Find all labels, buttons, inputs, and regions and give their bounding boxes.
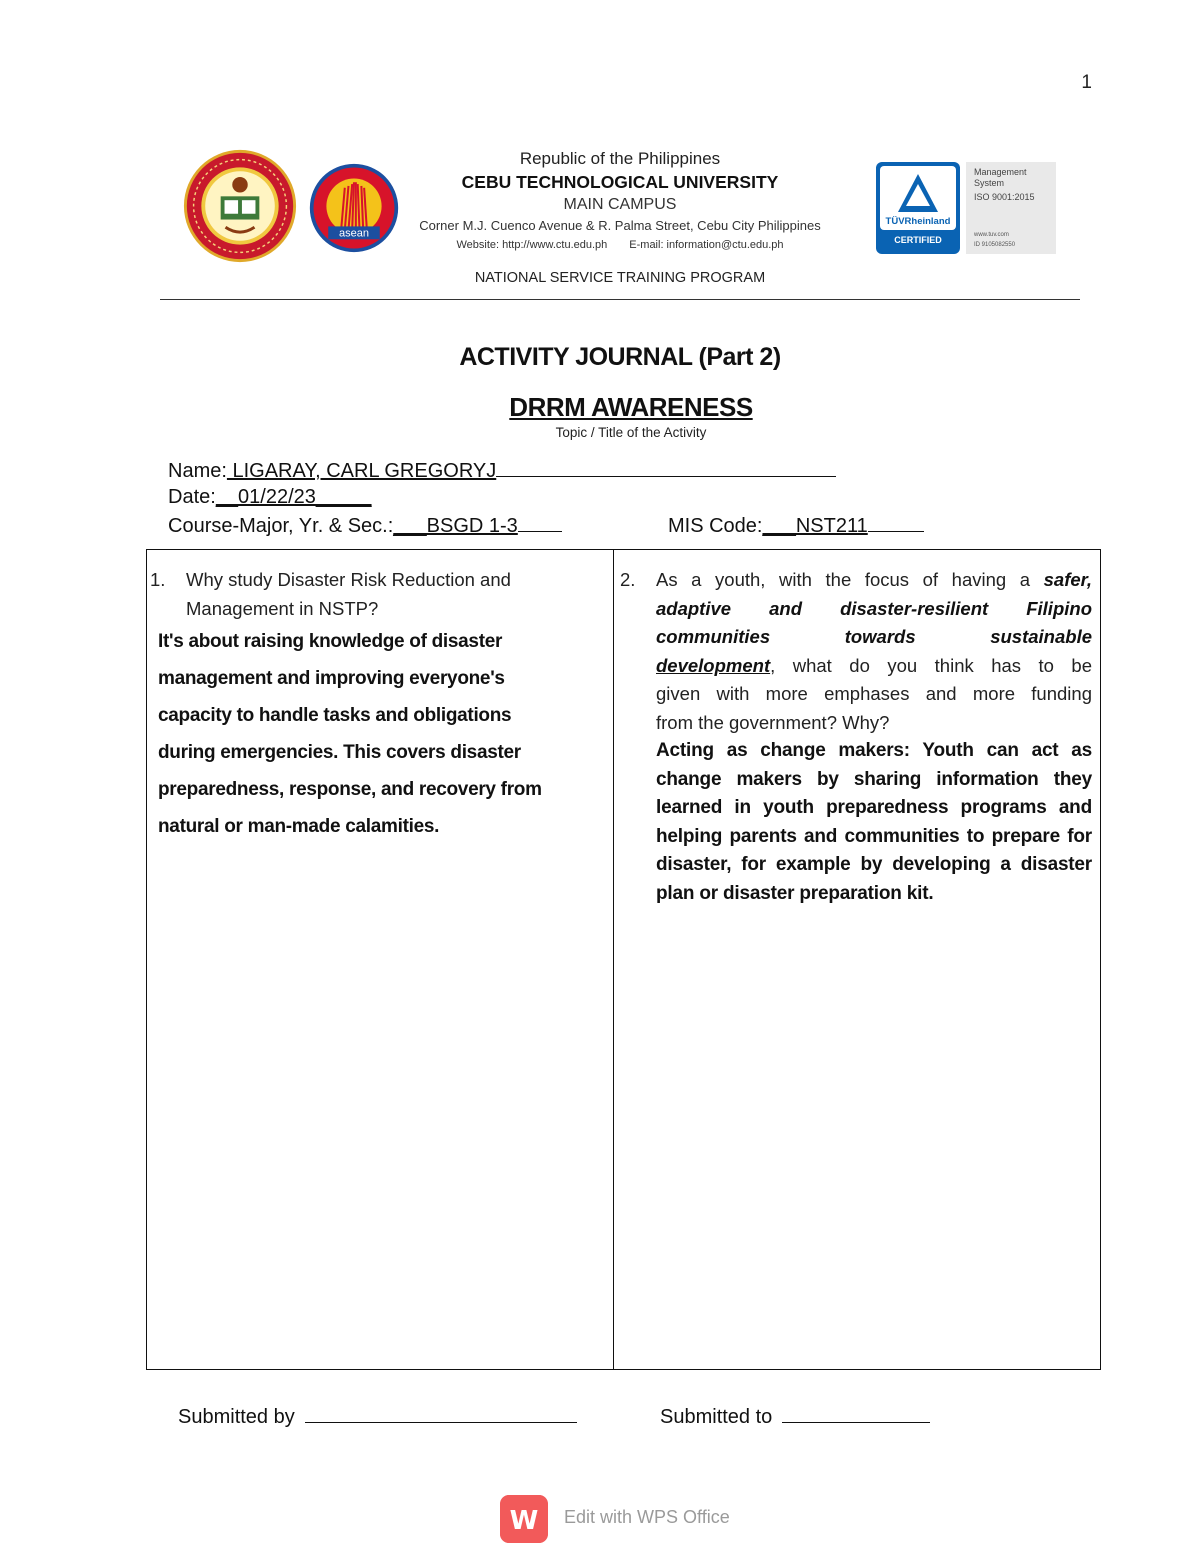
question-1-number: 1. — [150, 569, 166, 590]
mis-code-field — [668, 513, 924, 538]
mis-value: ___NST211 — [762, 515, 868, 537]
wps-edit-label: Edit with WPS Office — [564, 1507, 730, 1527]
campus-name: MAIN CAMPUS — [563, 196, 677, 213]
mis-underline — [868, 513, 924, 532]
question-2-line-4 — [620, 652, 1092, 681]
answer-2: Acting as change makers: Youth can act as change makers by sharing information they learned in youth preparedness programs and helping parents and communities to prepare for disaster, for example by developing a disaster plan or disaster preparation kit. — [656, 740, 1092, 904]
address-line: Corner M.J. Cuenco Avenue & R. Palma Street, Cebu City Philippines — [419, 218, 821, 233]
question-2-line-6: from the government? Why? — [656, 711, 890, 733]
question-2-emphasis-2: adaptive and disaster-resilient Filipino — [656, 597, 1092, 619]
activity-topic: DRRM AWARENESS — [509, 392, 753, 422]
question-2-emphasis-1: safer, — [1043, 569, 1092, 590]
name-value: LIGARAY, CARL GREGORYJ — [226, 460, 497, 482]
document-title: ACTIVITY JOURNAL (Part 2) — [459, 343, 781, 371]
submitted-to-line — [782, 1404, 930, 1423]
question-2-number: 2. — [620, 569, 636, 590]
question-2-emphasis-3: communities towards sustainable — [656, 626, 1092, 647]
answer-1-line: natural or man-made calamities. — [158, 816, 440, 837]
contact-line — [380, 236, 860, 254]
date-field — [168, 486, 372, 509]
wps-logo-icon — [500, 1495, 548, 1543]
answer-1-line: preparedness, response, and recovery from — [158, 779, 542, 800]
name-underline — [496, 458, 836, 477]
question-2-line-2 — [620, 595, 1092, 624]
question-2-cell — [620, 566, 1092, 908]
name-label: Name: — [168, 460, 227, 482]
question-1-text-1: Why study Disaster Risk Reduction and — [186, 569, 511, 590]
answer-1-line: capacity to handle tasks and obligations — [158, 705, 512, 726]
question-2-rest-1: , what do you think has to be — [770, 654, 1092, 676]
tuv-system: System — [974, 178, 1005, 188]
date-label: Date: — [168, 486, 216, 508]
question-1-text-2: Management in NSTP? — [186, 597, 379, 619]
table-column-divider — [613, 549, 614, 1370]
question-2-line-5: given with more emphases and more funding — [656, 683, 1092, 704]
answer-1-line: It's about raising knowledge of disaster — [158, 631, 503, 652]
question-1-cell — [150, 566, 590, 845]
date-value: __01/22/23_____ — [215, 486, 372, 508]
course-label: Course-Major, Yr. & Sec.: — [168, 515, 394, 537]
institution-header — [380, 148, 860, 254]
ctu-seal-logo — [182, 148, 298, 264]
course-value: ___BSGD 1-3 — [393, 515, 518, 537]
tuv-certification-logo — [876, 162, 1056, 254]
submitted-by-field — [178, 1404, 577, 1429]
wps-logo-letter: W — [509, 1506, 539, 1536]
course-underline — [518, 513, 562, 532]
tuv-brand: TÜVRheinland — [885, 216, 951, 227]
question-2-line-1 — [620, 566, 1092, 595]
question-2-emphasis-4: development — [656, 654, 771, 676]
answer-1-line: management and improving everyone's — [158, 668, 505, 689]
tuv-mgmt: Management — [974, 167, 1027, 177]
question-2-intro: As a youth, with the focus of having a — [656, 569, 1031, 590]
submitted-by-line — [305, 1404, 577, 1423]
submitted-by-label: Submitted by — [178, 1406, 295, 1428]
answer-1 — [158, 623, 590, 845]
topic-caption: Topic / Title of the Activity — [555, 425, 707, 440]
program-name: NATIONAL SERVICE TRAINING PROGRAM — [474, 270, 766, 286]
submitted-to-label: Submitted to — [660, 1406, 773, 1428]
tuv-url: www.tuv.com — [974, 232, 1009, 238]
asean-label: asean — [338, 227, 370, 240]
email-text: E-mail: information@ctu.edu.ph — [629, 239, 784, 251]
university-name: CEBU TECHNOLOGICAL UNIVERSITY — [461, 172, 779, 192]
answer-1-line: during emergencies. This covers disaster — [158, 742, 521, 763]
question-1-line-1 — [150, 566, 590, 595]
page-number: 1 — [1081, 72, 1092, 93]
tuv-certified: CERTIFIED — [894, 235, 942, 245]
question-2-line-3 — [620, 623, 1092, 652]
course-field — [168, 513, 562, 538]
name-field — [168, 458, 836, 483]
mis-label: MIS Code: — [668, 515, 763, 537]
website-text: Website: http://www.ctu.edu.ph — [456, 239, 608, 251]
header-divider — [160, 299, 1080, 300]
tuv-iso: ISO 9001:2015 — [974, 192, 1035, 202]
republic-line: Republic of the Philippines — [519, 149, 721, 168]
tuv-id: ID 9105082550 — [974, 242, 1016, 248]
submitted-to-field — [660, 1404, 930, 1429]
